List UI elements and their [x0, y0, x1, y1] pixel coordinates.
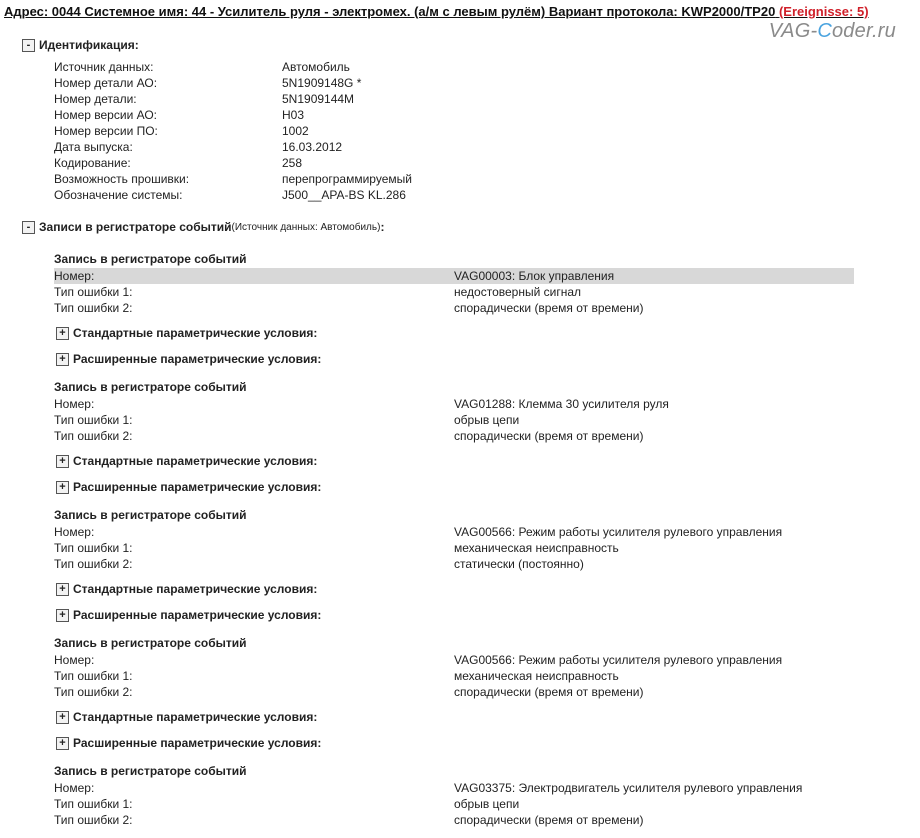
identification-value: 258 — [282, 156, 303, 170]
events-header: - Записи в регистраторе событий (Источник данных: Автомобиль) : — [22, 220, 384, 234]
standard-conditions-label: Стандартные параметрические условия: — [73, 582, 318, 596]
event-number-label: Номер: — [54, 525, 95, 539]
events-source-note: (Источник данных: Автомобиль) — [231, 221, 381, 233]
identification-value: Автомобиль — [282, 60, 350, 74]
event-number-value: VAG00566: Режим работы усилителя рулевого управления — [454, 653, 783, 667]
expand-standard-conditions-button[interactable]: + — [56, 327, 69, 340]
extended-conditions-label: Расширенные параметрические условия: — [73, 608, 322, 622]
event-entry-title: Запись в регистраторе событий — [54, 764, 247, 778]
event-type1-label: Тип ошибки 1: — [54, 797, 133, 811]
identification-label: Номер детали АО: — [54, 76, 158, 90]
standard-conditions — [56, 582, 317, 596]
event-number-value: VAG00003: Блок управления — [454, 269, 615, 283]
identification-value: 5N1909144M — [282, 92, 355, 106]
extended-conditions — [56, 608, 321, 622]
event-type2-row — [54, 812, 854, 828]
identification-label: Номер версии АО: — [54, 108, 158, 122]
event-type2-row — [54, 300, 854, 316]
extended-conditions-label: Расширенные параметрические условия: — [73, 736, 322, 750]
event-type2-value: статически (постоянно) — [454, 557, 584, 571]
extended-conditions — [56, 480, 321, 494]
event-number-row — [54, 780, 854, 796]
identification-label: Номер детали: — [54, 92, 137, 106]
identification-label: Источник данных: — [54, 60, 154, 74]
event-type2-label: Тип ошибки 2: — [54, 813, 133, 827]
event-entry-title: Запись в регистраторе событий — [54, 252, 247, 266]
event-type2-row — [54, 428, 854, 444]
event-type1-label: Тип ошибки 1: — [54, 669, 133, 683]
standard-conditions-label: Стандартные параметрические условия: — [73, 710, 318, 724]
event-number-label: Номер: — [54, 781, 95, 795]
event-number-value: VAG01288: Клемма 30 усилителя руля — [454, 397, 669, 411]
event-type2-value: спорадически (время от времени) — [454, 685, 644, 699]
identification-value: H03 — [282, 108, 305, 122]
identification-header — [22, 38, 139, 52]
event-type2-value: спорадически (время от времени) — [454, 301, 644, 315]
event-type1-row — [54, 796, 854, 812]
identification-value: 5N1909148G * — [282, 76, 362, 90]
identification-value: 16.03.2012 — [282, 140, 343, 154]
event-type1-row — [54, 668, 854, 684]
event-entry-title: Запись в регистраторе событий — [54, 636, 247, 650]
expand-extended-conditions-button[interactable]: + — [56, 737, 69, 750]
standard-conditions-label: Стандартные параметрические условия: — [73, 454, 318, 468]
expand-extended-conditions-button[interactable]: + — [56, 609, 69, 622]
event-type1-value: обрыв цепи — [454, 797, 520, 811]
identification-label: Обозначение системы: — [54, 188, 183, 202]
identification-label: Дата выпуска: — [54, 140, 133, 154]
event-number-label: Номер: — [54, 397, 95, 411]
event-entry-title: Запись в регистраторе событий — [54, 508, 247, 522]
event-type2-label: Тип ошибки 2: — [54, 557, 133, 571]
standard-conditions — [56, 710, 317, 724]
identification-value: J500__APA-BS KL.286 — [282, 188, 406, 202]
collapse-events-button[interactable]: - — [22, 221, 35, 234]
event-number-row — [54, 524, 854, 540]
event-type2-value: спорадически (время от времени) — [454, 813, 644, 827]
expand-standard-conditions-button[interactable]: + — [56, 711, 69, 724]
event-type2-label: Тип ошибки 2: — [54, 301, 133, 315]
event-number-value: VAG00566: Режим работы усилителя рулевого управления — [454, 525, 783, 539]
event-number-label: Номер: — [54, 269, 95, 283]
site-logo: VAG-Coder.ru — [768, 20, 896, 42]
page-title — [4, 4, 916, 19]
identification-label: Кодирование: — [54, 156, 131, 170]
event-type1-row — [54, 284, 854, 300]
extended-conditions-label: Расширенные параметрические условия: — [73, 352, 322, 366]
event-type1-value: механическая неисправность — [454, 669, 619, 683]
event-type2-value: спорадически (время от времени) — [454, 429, 644, 443]
event-number-row — [54, 268, 854, 284]
expand-standard-conditions-button[interactable]: + — [56, 583, 69, 596]
event-type1-value: обрыв цепи — [454, 413, 520, 427]
event-number-label: Номер: — [54, 653, 95, 667]
identification-title: Идентификация: — [39, 38, 139, 52]
identification-label: Номер версии ПО: — [54, 124, 158, 138]
event-type2-label: Тип ошибки 2: — [54, 685, 133, 699]
collapse-identification-button[interactable]: - — [22, 39, 35, 52]
event-type1-label: Тип ошибки 1: — [54, 285, 133, 299]
identification-value: перепрограммируемый — [282, 172, 412, 186]
event-type2-row — [54, 556, 854, 572]
event-type2-label: Тип ошибки 2: — [54, 429, 133, 443]
extended-conditions-label: Расширенные параметрические условия: — [73, 480, 322, 494]
event-type1-row — [54, 540, 854, 556]
event-type1-value: недостоверный сигнал — [454, 285, 582, 299]
extended-conditions — [56, 352, 321, 366]
event-number-value: VAG03375: Электродвигатель усилителя рулевого управления — [454, 781, 803, 795]
standard-conditions — [56, 326, 317, 340]
event-number-row — [54, 396, 854, 412]
identification-label: Возможность прошивки: — [54, 172, 190, 186]
events-title: Записи в регистраторе событий — [39, 220, 232, 234]
event-type1-label: Тип ошибки 1: — [54, 541, 133, 555]
standard-conditions-label: Стандартные параметрические условия: — [73, 326, 318, 340]
event-entry-title: Запись в регистраторе событий — [54, 380, 247, 394]
expand-extended-conditions-button[interactable]: + — [56, 353, 69, 366]
event-type1-label: Тип ошибки 1: — [54, 413, 133, 427]
events-count-badge: (Ereignisse: 5) — [778, 4, 869, 19]
expand-standard-conditions-button[interactable]: + — [56, 455, 69, 468]
identification-value: 1002 — [282, 124, 309, 138]
extended-conditions — [56, 736, 321, 750]
event-type2-row — [54, 684, 854, 700]
expand-extended-conditions-button[interactable]: + — [56, 481, 69, 494]
event-type1-value: механическая неисправность — [454, 541, 619, 555]
page-title-text: Адрес: 0044 Системное имя: 44 - Усилитель руля - электромех. (а/м с левым рулём) Вариант протокола: KWP2000/TP20 — [4, 4, 776, 19]
event-type1-row — [54, 412, 854, 428]
event-number-row — [54, 652, 854, 668]
standard-conditions — [56, 454, 317, 468]
